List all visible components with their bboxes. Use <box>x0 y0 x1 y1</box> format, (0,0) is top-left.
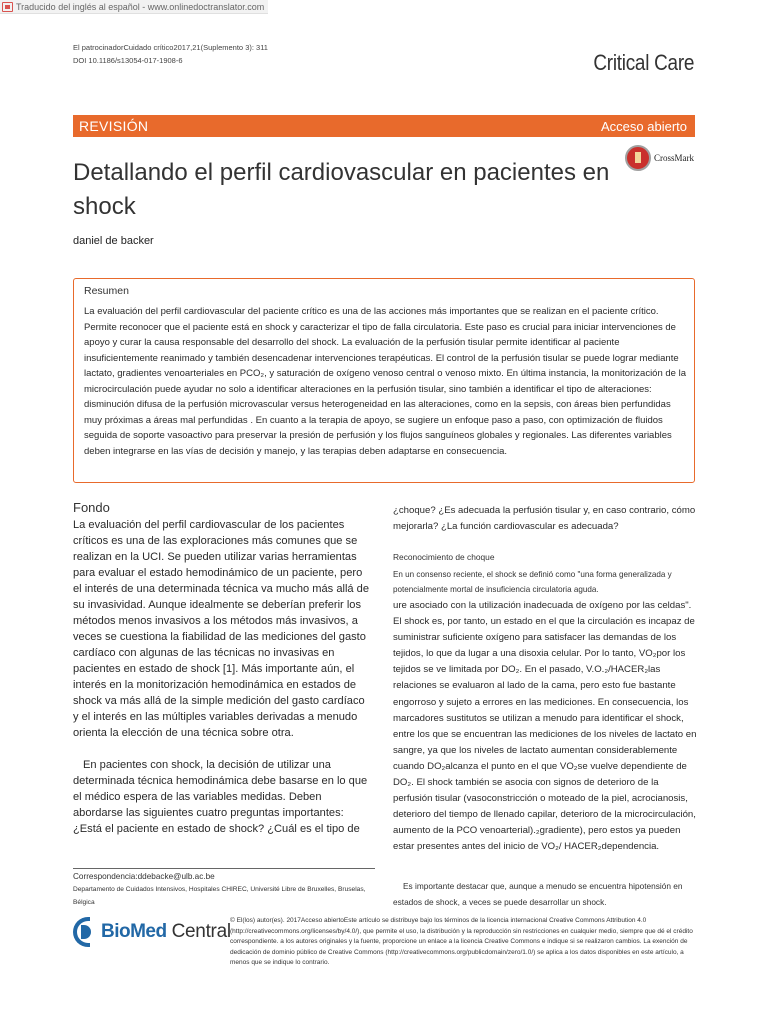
open-access-label: Acceso abierto <box>601 118 687 134</box>
biomed-central-icon <box>73 917 97 947</box>
biomed-central-logo <box>73 917 231 947</box>
divider <box>73 868 375 869</box>
article-type: REVISIÓN <box>79 118 149 134</box>
correspondence-email[interactable]: Correspondencia:ddebacke@ulb.ac.be <box>73 872 215 881</box>
author-name: daniel de backer <box>73 235 154 247</box>
paragraph: En pacientes con shock, la decisión de utilizar una determinada técnica hemodinámica debe basarse en lo que el médico espera de las variables medidas. Deben abordarse las siguientes cuatro preguntas importantes: ¿Está el paciente en estado de shock? ¿Cuál es el tipo de <box>73 759 368 835</box>
crossmark-label: CrossMark <box>654 153 694 163</box>
crossmark-badge[interactable] <box>625 145 694 171</box>
correspondence <box>73 871 383 909</box>
translator-bar[interactable] <box>0 0 268 14</box>
translator-text[interactable]: Traducido del inglés al español - www.onlinedoctranslator.com <box>16 1 265 12</box>
logo-bio-text: BioMed <box>101 921 167 942</box>
paragraph: La evaluación del perfil cardiovascular de los pacientes críticos es una de las exploraciones más comunes que se realizan en la UCI. Se pueden utilizar varias herramientas para evaluar el estado hemodinámico de un paciente, pero el interés de una determinada técnica va mucho más allá de su invasividad. Aunque idealmente se deberían preferir los métodos menos invasivos a los métodos más invasivos, a veces se cuestiona la fiabilidad de las mediciones del gasto cardíaco con algunas de las técnicas no invasivas en pacientes en estado de shock [1]. Más importante aún, el interés en la monitorización hemodinámica en estados de shock va más allá de la simple medición del gasto cardíaco y el interés en las múltiples variables derivadas a menudo orienta la elección de una técnica sobre otra. <box>73 519 370 739</box>
affiliation: Departamento de Cuidados Intensivos, Hospitales CHIREC, Université Libre de Bruxelles, Bruselas, Bélgica <box>73 886 366 906</box>
left-column <box>73 517 373 837</box>
right-column-intro: En un consenso reciente, el shock se definió como "una forma generalizada y potencialmente mortal de insuficiencia circulatoria aguda. <box>393 570 672 594</box>
article-title: Detallando el perfil cardiovascular en pacientes en shock <box>73 159 610 220</box>
right-column-tail: Es importante destacar que, aunque a menudo se encuentra hipotensión en estados de shock, a veces se puede desarrollar un shock. <box>393 881 683 907</box>
journal-name: Critical Care <box>593 50 694 75</box>
citation: El patrocinadorCuidado crítico2017,21(Suplemento 3): 311 <box>73 43 268 52</box>
right-column-questions: ¿choque? ¿Es adecuada la perfusión tisular y, en caso contrario, cómo mejorarla? ¿La función cardiovascular es adecuada? <box>393 505 696 532</box>
doi[interactable]: DOI 10.1186/s13054-017-1908-6 <box>73 56 183 65</box>
translator-icon <box>2 2 13 12</box>
logo-central-text: Central <box>171 921 231 942</box>
subheading-shock-recognition: Reconocimiento de choque <box>393 552 495 562</box>
crossmark-icon <box>625 145 651 171</box>
section-heading-background: Fondo <box>73 500 110 515</box>
abstract-text: La evaluación del perfil cardiovascular del paciente crítico es una de las acciones más importantes que se realizan en el paciente crítico. Permite reconocer que el paciente está en shock y caracterizar el tipo de falla circulatoria. Este paso es crucial para iniciar intervenciones de apoyo y curar la causa responsable del desarrollo del shock. La evaluación de la perfusión tisular permite identificar al paciente insuficientemente reanimado y también desencadenar intervenciones terapéuticas. El control de la perfusión tisular se puede lograr mediante lactato, gradientes venoarteriales en PCO₂, y saturación de oxígeno venoso central o venoso mixto. En última instancia, la monitorización de la microcirculación puede ayudar no solo a identificar alteraciones en la perfusión tisular, sino también a identificar el tipo de alteraciones: disminución difusa de la perfusión microvascular versus heterogeneidad en las alteraciones, como en la sepsis, con áreas bien perfundidas muy próximas a áreas mal perfundidas . En cuanto a la terapia de apoyo, se sugiere un enfoque paso a paso, con optimización de fluidos seguida de soporte vasoactivo para preservar la presión de perfusión y los flujos sanguíneos globales y regionales. Las diferentes variables deben integrarse en las vías de decisión y manejo, y las terapias deben adaptarse en consecuencia. <box>84 306 686 457</box>
abstract-heading: Resumen <box>84 285 129 297</box>
article-type-banner <box>73 115 695 137</box>
license-text: © El(los) autor(es). 2017Acceso abiertoEste artículo se distribuye bajo los términos de la licencia internacional Creative Commons Attribution 4.0 (http://creativecommons.org/licenses/by/4.0/), que permite el uso, la distribución y la reproducción sin restricciones en cualquier medio, siempre que dé el crédito correspondiente. a los autores originales y la fuente, proporcione un enlace a la licencia Creative Commons e indique si se realizaron cambios. La exención de dedicación de dominio público de Creative Commons (http://creativecommons.org/publicdomain/zero/1.0/) se aplica a los datos disponibles en este artículo, a menos que se indique lo contrario. <box>230 917 693 966</box>
right-column-body: ure asociado con la utilización inadecuada de oxígeno por las celdas". El shock es, por tanto, un estado en el que la circulación es incapaz de suministrar suficiente oxígeno para satisfacer las demandas de los tejidos, lo que da lugar a una disoxia celular. Por lo tanto, VO₂por los tejidos se ve limitada por DO₂. En el pasado, V.O.₂/HACER₂las relaciones se evaluaron al lado de la cama, pero esto fue bastante engorroso y sujeto a errores en las mediciones. En consecuencia, los marcadores sustitutos se utilizan a menudo para identificar el shock, entre los que se encuentran las mediciones de los niveles de lactato en sangre, ya que los niveles de lactato aumentan considerablemente cuando DO₂alcanza el punto en el que VO₂se vuelve dependiente de DO₂. El shock también se asocia con signos de deterioro de la perfusión tisular (vasoconstricción o moteado de la piel, acrocianosis, deterioro del tiempo de llenado capilar, deterioro de la microcirculación, aumento de la PCO venoarterial).₂gradiente), pero estos ya pueden estar presentes antes del inicio de VO₂/ HACER₂dependencia. <box>393 600 697 853</box>
abstract-box <box>73 278 695 483</box>
